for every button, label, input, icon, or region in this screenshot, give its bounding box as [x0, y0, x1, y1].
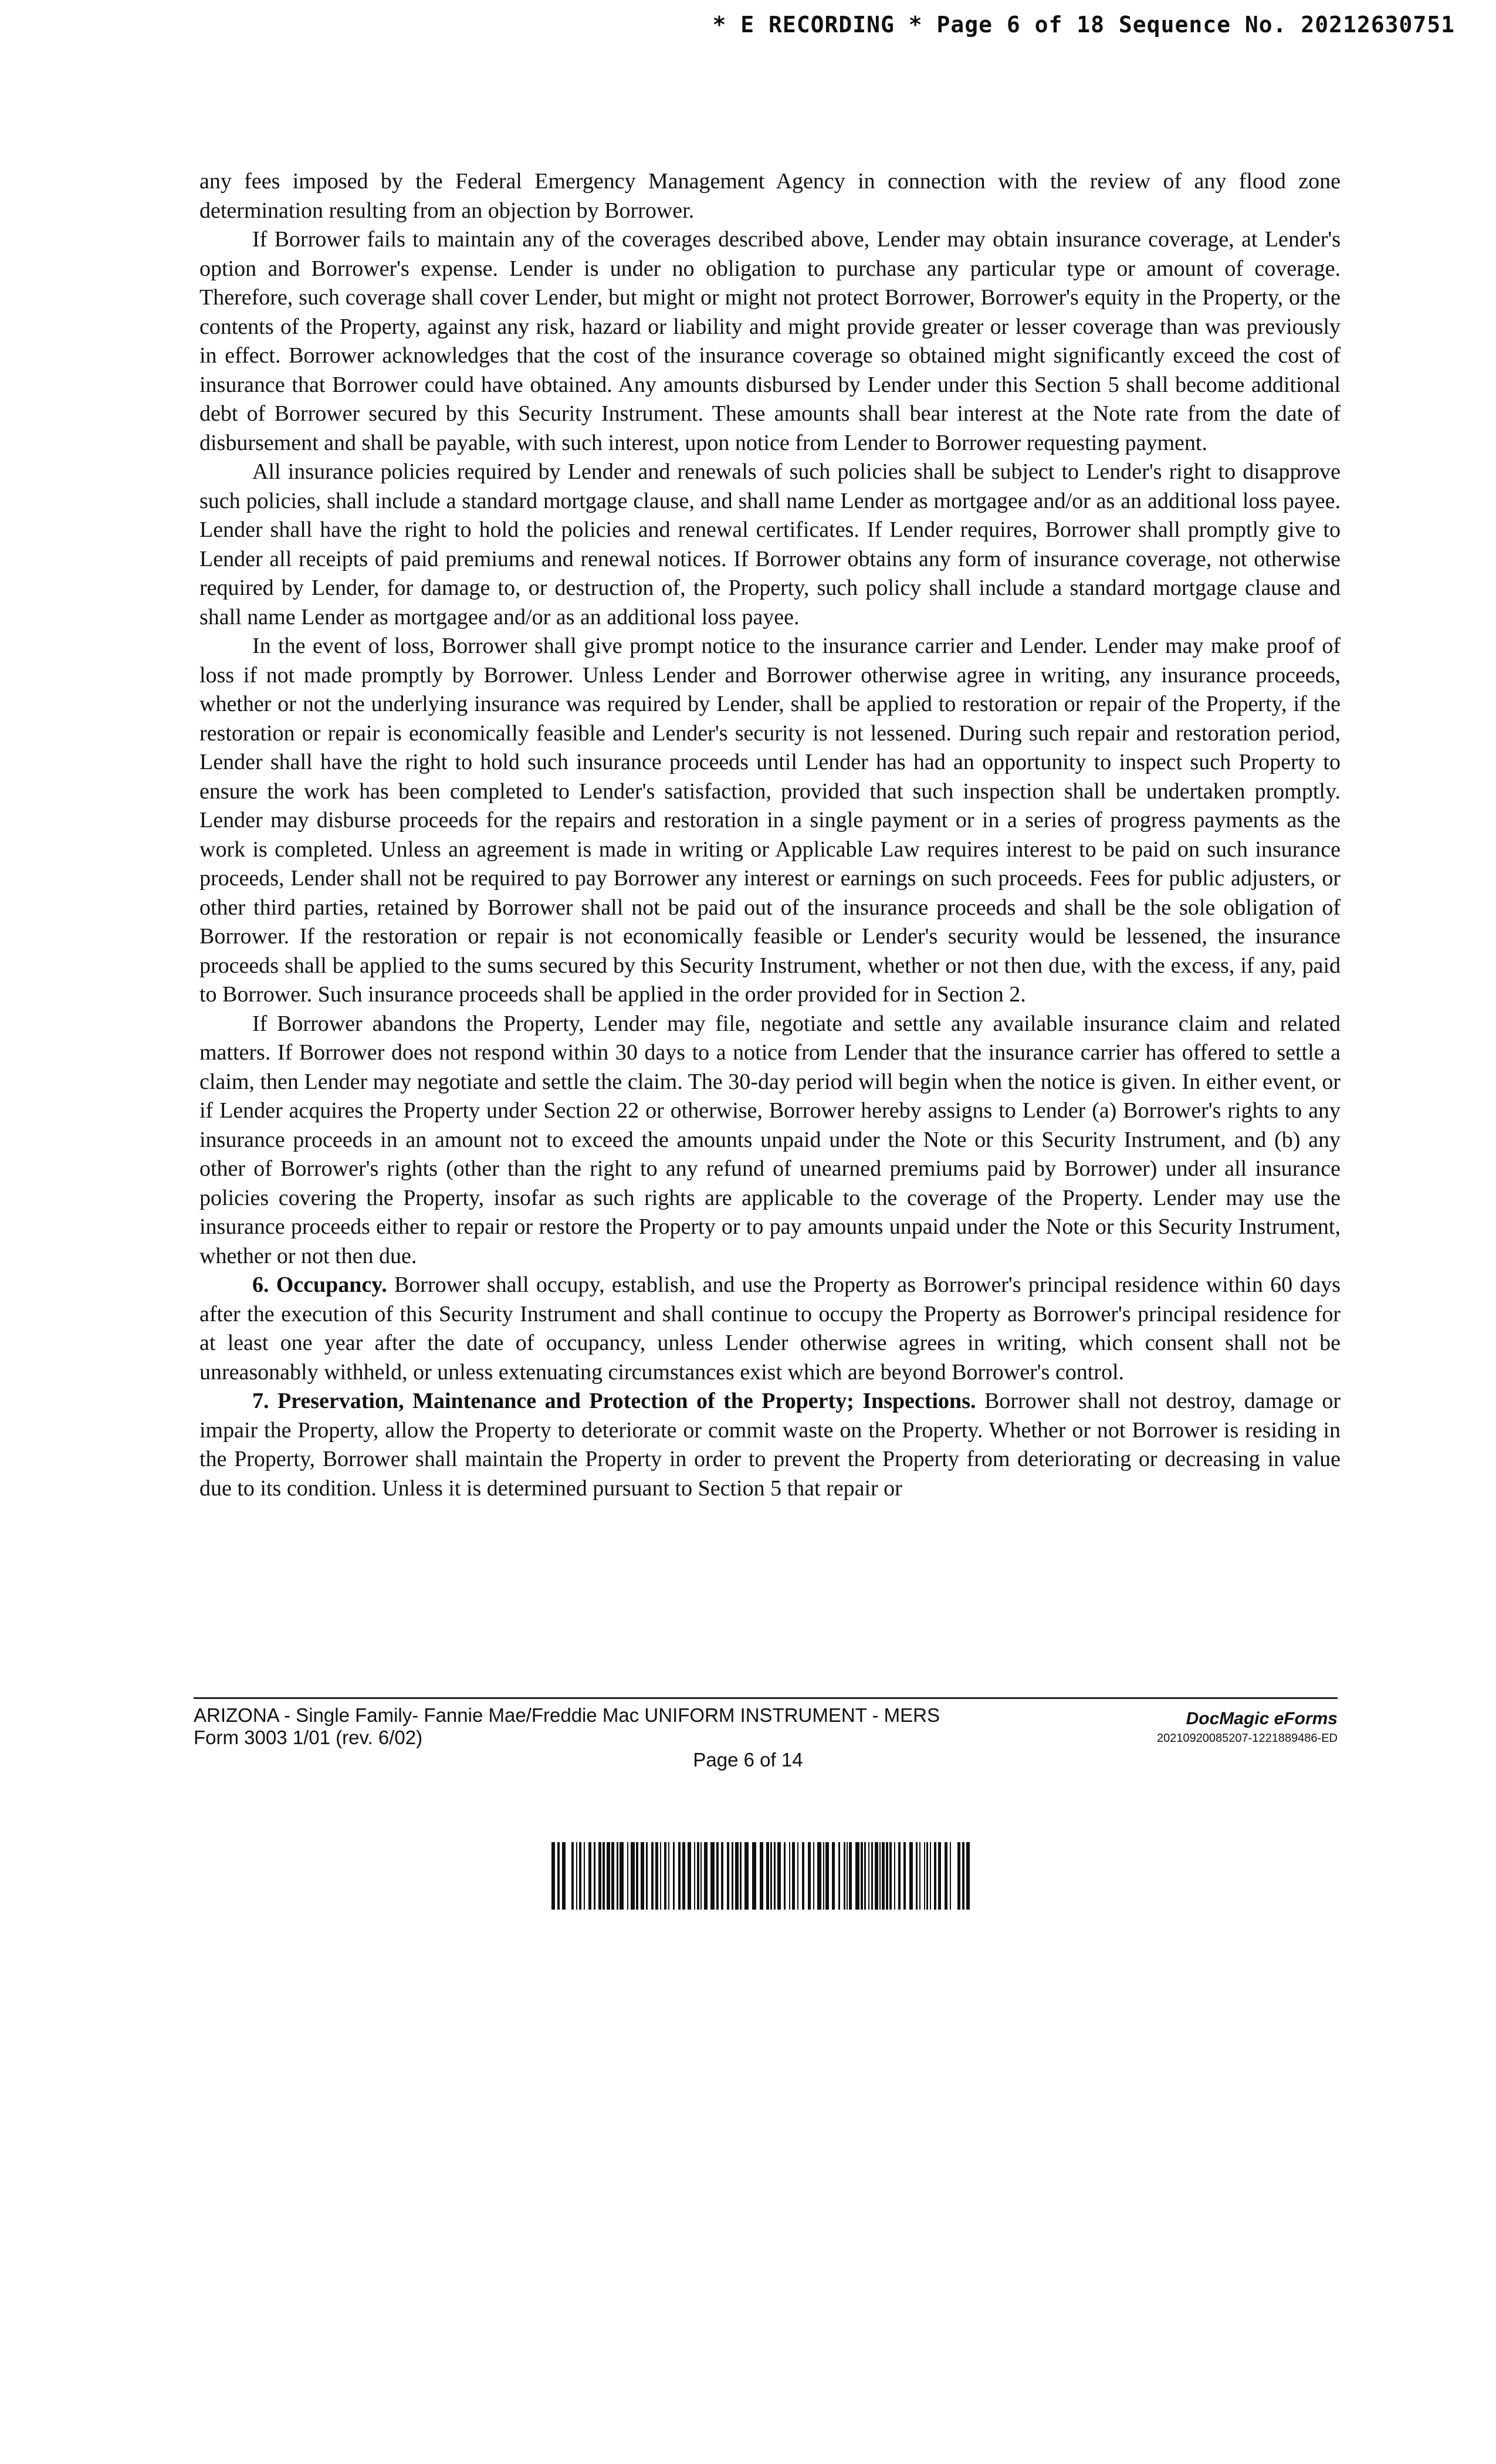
document-body: [199, 167, 1341, 1503]
paragraph-flood-fees: any fees imposed by the Federal Emergency Management Agency in connection with the review of any flood zone determination resulting from an objection by Borrower.: [199, 169, 1341, 223]
section-7-text: Borrower shall not destroy, damage or impair the Property, allow the Property to deteriorate or commit waste on the Property. Whether or not Borrower is residing in the Property, Borrower shall maintain the Property in order to prevent the Property from deteriorating or decreasing in value due to its condition. Unless it is determined pursuant to Section 5 that repair or: [199, 1389, 1341, 1501]
document-code: 20210920085207-1221889486-ED: [1156, 1732, 1338, 1745]
paragraph-event-of-loss: In the event of loss, Borrower shall give prompt notice to the insurance carrier and Lender. Lender may make proof of loss if not made promptly by Borrower. Unless Lender and Borrower otherwise agree in writing, any insurance proceeds, whether or not the underlying insurance was required by Lender, shall be applied to restoration or repair of the Property, if the restoration or repair is economically feasible and Lender's security is not lessened. During such repair and restoration period, Lender shall have the right to hold such insurance proceeds until Lender has had an opportunity to inspect such Property to ensure the work has been completed to Lender's satisfaction, provided that such inspection shall be undertaken promptly. Lender may disburse proceeds for the repairs and restoration in a single payment or in a series of progress payments as the work is completed. Unless an agreement is made in writing or Applicable Law requires interest to be paid on such insurance proceeds, Lender shall not be required to pay Borrower any interest or earnings on such proceeds. Fees for public adjusters, or other third parties, retained by Borrower shall not be paid out of the insurance proceeds and shall be the sole obligation of Borrower. If the restoration or repair is not economically feasible or Lender's security would be lessened, the insurance proceeds shall be applied to the sums secured by this Security Instrument, whether or not then due, with the excess, if any, paid to Borrower. Such insurance proceeds shall be applied in the order provided for in Section 2.: [199, 634, 1341, 1007]
section-7-heading: 7. Preservation, Maintenance and Protection of the Property; Inspections.: [252, 1389, 976, 1413]
paragraph-abandonment: If Borrower abandons the Property, Lender may file, negotiate and settle any available insurance claim and related matters. If Borrower does not respond within 30 days to a notice from Lender that the insurance carrier has offered to settle a claim, then Lender may negotiate and settle the claim. The 30-day period will begin when the notice is given. In either event, or if Lender acquires the Property under Section 22 or otherwise, Borrower hereby assigns to Lender (a) Borrower's rights to any insurance proceeds in an amount not to exceed the amounts unpaid under the Note or this Security Instrument, and (b) any other of Borrower's rights (other than the right to any refund of unearned premiums paid by Borrower) under all insurance policies covering the Property, insofar as such rights are applicable to the coverage of the Property. Lender may use the insurance proceeds either to repair or restore the Property or to pay amounts unpaid under the Note or this Security Instrument, whether or not then due.: [199, 1011, 1341, 1268]
page-number: Page 6 of 14: [693, 1749, 803, 1771]
docmagic-logo: DocMagic eForms: [1186, 1709, 1338, 1728]
section-6-occupancy: [199, 1271, 1341, 1387]
recording-stamp: * E RECORDING * Page 6 of 18 Sequence No. 20212630751: [712, 12, 1455, 38]
form-number: Form 3003 1/01 (rev. 6/02): [194, 1727, 423, 1748]
vendor-info: [1157, 1708, 1338, 1747]
footer-divider: [194, 1697, 1338, 1699]
section-6-heading: 6. Occupancy.: [252, 1272, 387, 1297]
section-7-preservation: [199, 1387, 1341, 1503]
form-identifier: [194, 1704, 940, 1749]
section-6-text: Borrower shall occupy, establish, and use the Property as Borrower's principal residence within 60 days after the execution of this Security Instrument and shall continue to occupy the Property as Borrower's principal residence for at least one year after the date of occupancy, unless Lender otherwise agrees in writing, which consent shall not be unreasonably withheld, or unless extenuating circumstances exist which are beyond Borrower's control.: [199, 1272, 1341, 1385]
barcode-icon: [551, 1842, 974, 1910]
paragraph-lender-coverage: If Borrower fails to maintain any of the coverages described above, Lender may obtain insurance coverage, at Lender's option and Borrower's expense. Lender is under no obligation to purchase any particular type or amount of coverage. Therefore, such coverage shall cover Lender, but might or might not protect Borrower, Borrower's equity in the Property, or the contents of the Property, against any risk, hazard or liability and might provide greater or lesser coverage than was previously in effect. Borrower acknowledges that the cost of the insurance coverage so obtained might significantly exceed the cost of insurance that Borrower could have obtained. Any amounts disbursed by Lender under this Section 5 shall become additional debt of Borrower secured by this Security Instrument. These amounts shall bear interest at the Note rate from the date of disbursement and shall be payable, with such interest, upon notice from Lender to Borrower requesting payment.: [199, 227, 1341, 455]
form-title: ARIZONA - Single Family- Fannie Mae/Freddie Mac UNIFORM INSTRUMENT - MERS: [194, 1704, 940, 1726]
paragraph-insurance-policies: All insurance policies required by Lender and renewals of such policies shall be subject to Lender's right to disapprove such policies, shall include a standard mortgage clause, and shall name Lender as mortgagee and/or as an additional loss payee. Lender shall have the right to hold the policies and renewal certificates. If Lender requires, Borrower shall promptly give to Lender all receipts of paid premiums and renewal notices. If Borrower obtains any form of insurance coverage, not otherwise required by Lender, for damage to, or destruction of, the Property, such policy shall include a standard mortgage clause and shall name Lender as mortgagee and/or as an additional loss payee.: [199, 459, 1341, 629]
